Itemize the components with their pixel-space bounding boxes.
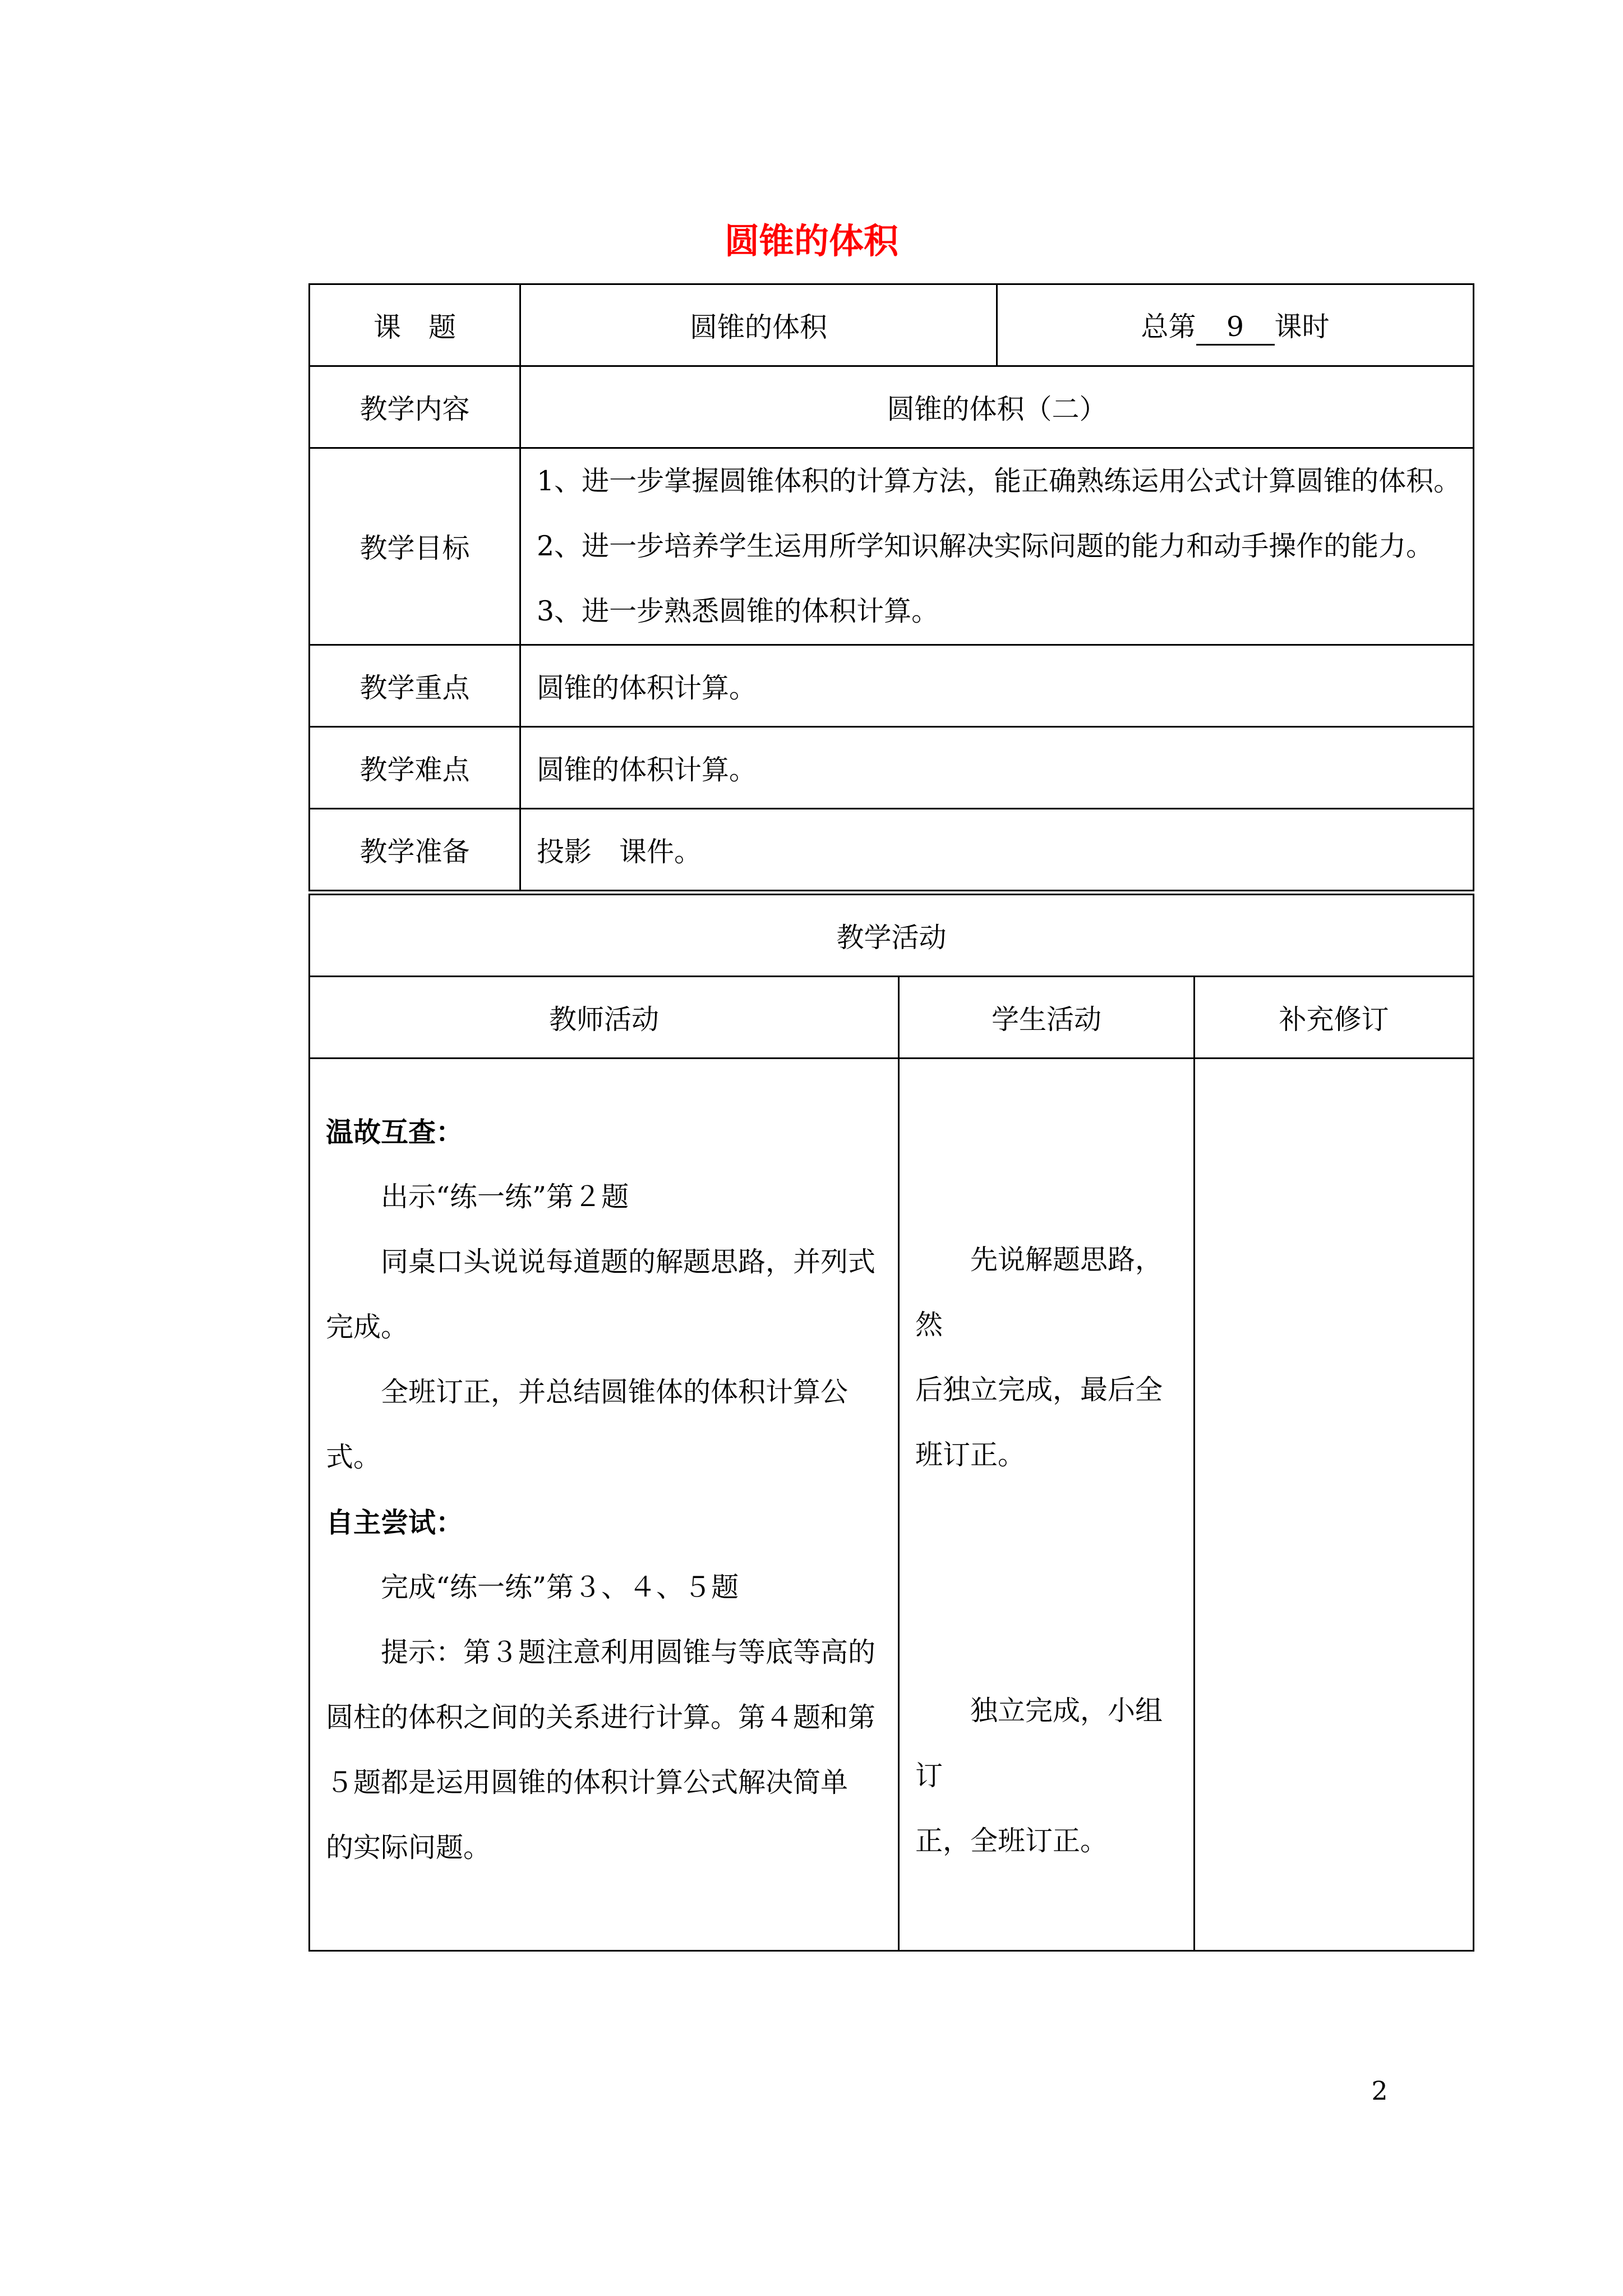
lesson-number: 9 [1196, 310, 1275, 346]
revision-column-header: 补充修订 [1195, 977, 1474, 1059]
student-note: 后独立完成，最后全 [915, 1374, 1163, 1406]
activity-body-row [310, 1059, 1474, 1951]
student-column-header: 学生活动 [899, 977, 1195, 1059]
preparation-value: 投影 课件。 [520, 809, 1474, 891]
activity-table [308, 894, 1474, 1952]
preparation-label: 教学准备 [310, 809, 520, 891]
student-note: 班订正。 [915, 1439, 1026, 1471]
goal-item: 2、进一步培养学生运用所学知识解决实际问题的能力和动手操作的能力。 [537, 530, 1434, 562]
content-row [310, 366, 1474, 448]
lesson-count-suffix: 课时 [1274, 310, 1330, 343]
student-activity-cell [899, 1059, 1195, 1951]
activity-heading: 教学活动 [310, 895, 1474, 977]
section-try-item: 完成“练一练”第３、４、５题 [381, 1571, 739, 1603]
lesson-count [997, 284, 1474, 366]
section-try-item: 圆柱的体积之间的关系进行计算。第４题和第 [326, 1701, 876, 1733]
difficulty-value: 圆锥的体积计算。 [520, 727, 1474, 809]
teacher-activity-cell [310, 1059, 899, 1951]
lesson-count-prefix: 总第 [1141, 310, 1196, 343]
key-point-label: 教学重点 [310, 645, 520, 727]
difficulty-row [310, 727, 1474, 809]
goal-item: 1、进一步掌握圆锥体积的计算方法，能正确熟练运用公式计算圆锥的体积。 [537, 465, 1461, 497]
preparation-row [310, 809, 1474, 891]
student-note: 正，全班订正。 [915, 1825, 1108, 1857]
revision-cell [1195, 1059, 1474, 1951]
activity-heading-row [310, 895, 1474, 977]
document-title: 圆锥的体积 [724, 220, 898, 261]
topic-label: 课 题 [310, 284, 520, 366]
goals-label: 教学目标 [310, 448, 520, 645]
content-value: 圆锥的体积（二） [520, 366, 1474, 448]
section-try-title: 自主尝试： [326, 1506, 464, 1539]
section-review-title: 温故互查： [326, 1116, 464, 1148]
goals-row [310, 448, 1474, 645]
goals-list [520, 448, 1474, 645]
content-label: 教学内容 [310, 366, 520, 448]
goal-item: 3、进一步熟悉圆锥的体积计算。 [537, 595, 939, 627]
difficulty-label: 教学难点 [310, 727, 520, 809]
student-note: 先说解题思路，然 [915, 1244, 1163, 1341]
section-try-item: 的实际问题。 [326, 1832, 491, 1864]
section-try-item: 提示：第３题注意利用圆锥与等底等高的 [381, 1636, 876, 1668]
key-point-value: 圆锥的体积计算。 [520, 645, 1474, 727]
topic-row [310, 284, 1474, 366]
key-point-row [310, 645, 1474, 727]
section-review-item: 同桌口头说说每道题的解题思路，并列式 [381, 1246, 876, 1278]
section-try-item: ５题都是运用圆锥的体积计算公式解决简单 [326, 1766, 849, 1798]
topic-value: 圆锥的体积 [520, 284, 997, 366]
section-review-item: 出示“练一练”第２题 [381, 1181, 629, 1213]
student-note: 独立完成，小组订 [915, 1695, 1163, 1792]
lesson-header-table [308, 283, 1474, 891]
section-review-item: 全班订正，并总结圆锥体的体积计算公式。 [326, 1376, 849, 1473]
teacher-column-header: 教师活动 [310, 977, 899, 1059]
section-review-item: 完成。 [326, 1311, 409, 1343]
activity-columns-row [310, 977, 1474, 1059]
page-number: 2 [1371, 2076, 1388, 2106]
